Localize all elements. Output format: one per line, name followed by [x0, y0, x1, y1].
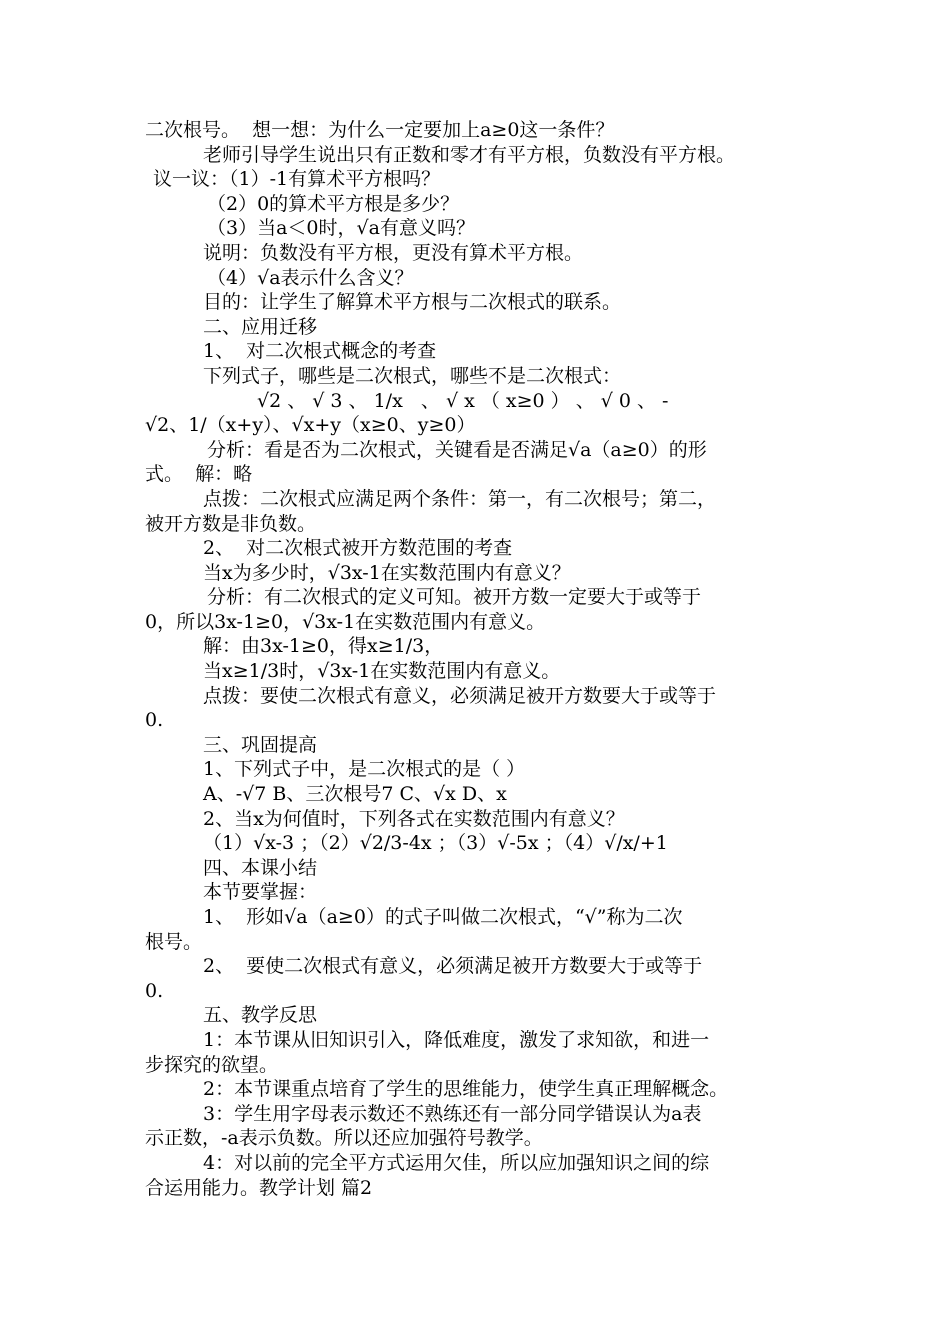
text-line: （4）√a表示什么含义？: [207, 266, 414, 289]
text-line: 1、 形如√a（a≥0）的式子叫做二次根式，“√”称为二次: [203, 906, 683, 928]
text-line: 1、下列式子中，是二次根式的是（ ）: [203, 758, 526, 781]
text-line: 1、 对二次根式概念的考查: [203, 340, 437, 363]
text-line: 本节要掌握：: [203, 881, 318, 904]
text-line: 步探究的欲望。: [145, 1053, 279, 1076]
text-line: 点拨：二次根式应满足两个条件：第一，有二次根号；第二，: [203, 487, 717, 510]
text-line: 式。 解：略: [145, 463, 253, 486]
text-line: 2、当x为何值时，下列各式在实数范围内有意义？: [203, 807, 625, 830]
text-line: 二次根号。 想一想：为什么一定要加上a≥0这一条件？: [145, 119, 615, 141]
text-line: 议一议：（1）-1有算术平方根吗？: [153, 168, 441, 191]
text-line: 分析：看是否为二次根式，关键看是否满足√a（a≥0）的形: [207, 438, 707, 461]
text-line: 示正数，-a表示负数。所以还应加强符号教学。: [145, 1127, 543, 1150]
text-line: 说明：负数没有平方根，更没有算术平方根。: [203, 241, 584, 264]
text-line: 0.: [145, 709, 164, 732]
text-line: A、-√7 B、三次根号7 C、√x D、x: [203, 783, 507, 806]
text-line: 二、应用迁移: [203, 315, 318, 338]
text-line: 2：本节课重点培育了学生的思维能力，使学生真正理解概念。: [203, 1078, 729, 1101]
text-line: 下列式子，哪些是二次根式，哪些不是二次根式：: [203, 364, 622, 387]
text-line: 被开方数是非负数。: [145, 512, 317, 535]
text-line: √2、1/（x+y）、√x+y（x≥0、y≥0）: [145, 414, 476, 437]
text-line: 当x为多少时，√3x-1在实数范围内有意义？: [203, 561, 571, 584]
text-line: 五、教学反思: [203, 1004, 318, 1027]
text-line: 4：对以前的完全平方式运用欠佳，所以应加强知识之间的综: [203, 1151, 710, 1174]
text-line: 目的：让学生了解算术平方根与二次根式的联系。: [203, 291, 622, 314]
text-line: 合运用能力。教学计划 篇2: [145, 1176, 373, 1199]
text-line: 四、本课小结: [203, 856, 318, 879]
text-line: 2、 对二次根式被开方数范围的考查: [203, 537, 513, 560]
text-line: 老师引导学生说出只有正数和零才有平方根，负数没有平方根。: [203, 143, 736, 166]
text-line: 解：由3x-1≥0，得x≥1/3，: [203, 635, 444, 658]
text-line: 分析：有二次根式的定义可知。被开方数一定要大于或等于: [207, 586, 702, 609]
text-line: √2 、 √ 3 、 1/x 、 √ x （ x≥0 ） 、 √ 0 、 -: [257, 389, 669, 412]
text-line: 2、 要使二次根式有意义，必须满足被开方数要大于或等于: [203, 955, 703, 978]
text-line: 0，所以3x-1≥0，√3x-1在实数范围内有意义。: [145, 610, 546, 633]
text-line: 点拨：要使二次根式有意义，必须满足被开方数要大于或等于: [203, 684, 717, 707]
document-body: [145, 118, 813, 1200]
text-line: 0.: [145, 979, 164, 1002]
text-line: 三、巩固提高: [203, 733, 318, 756]
text-line: （2）0的算术平方根是多少？: [207, 192, 460, 215]
text-line: 1：本节课从旧知识引入，降低难度，激发了求知欲，和进一: [203, 1028, 710, 1051]
text-line: 3：学生用字母表示数还不熟练还有一部分同学错误认为a表: [203, 1102, 702, 1125]
text-line: 当x≥1/3时，√3x-1在实数范围内有意义。: [203, 660, 561, 683]
text-line: 根号。: [145, 930, 203, 953]
text-line: （1）√x-3 ；（2）√2/3-4x ；（3）√-5x ；（4）√/x/+1: [203, 832, 668, 855]
text-line: （3）当a＜0时，√a有意义吗？: [207, 217, 475, 240]
